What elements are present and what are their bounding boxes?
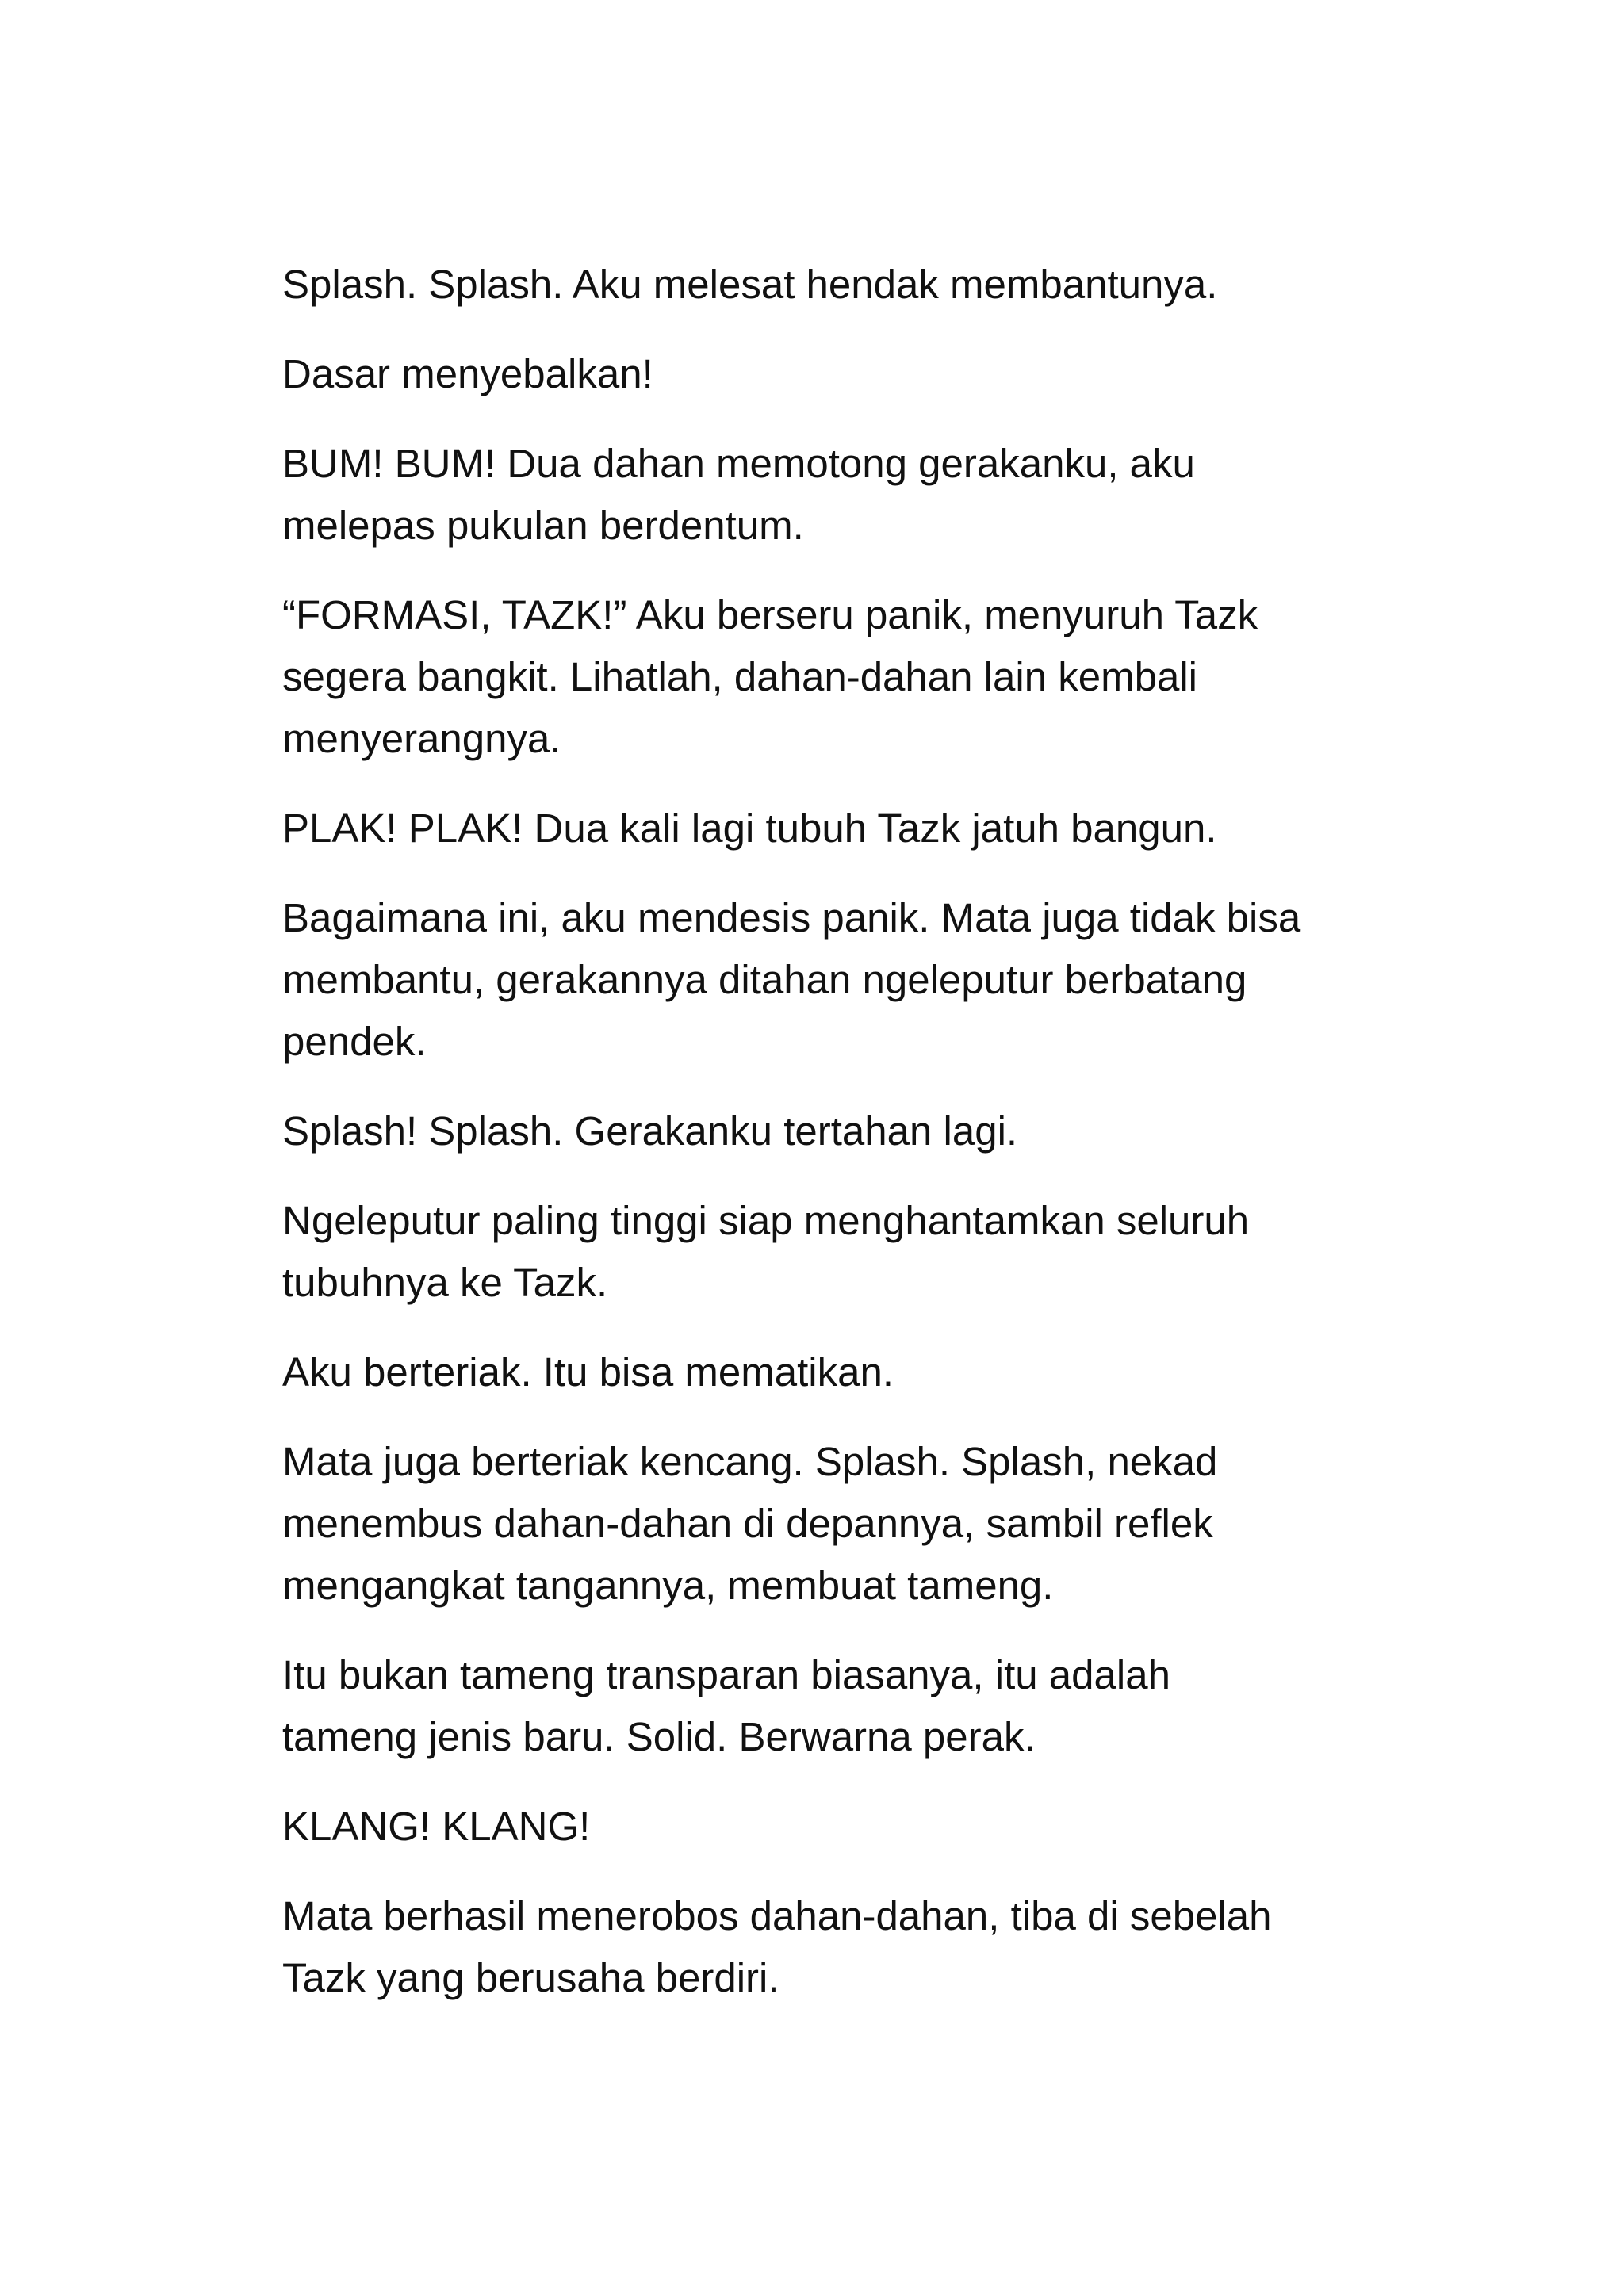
paragraph-3 — [282, 433, 1392, 557]
paragraph-9 — [282, 1341, 1392, 1403]
text-line: Ngeleputur paling tinggi siap menghantamkan seluruh — [282, 1198, 1250, 1243]
paragraph-11 — [282, 1644, 1392, 1768]
text-line: menyerangnya. — [282, 716, 561, 761]
paragraph-4 — [282, 584, 1392, 770]
text-line: Mata juga berteriak kencang. Splash. Splash, nekad — [282, 1439, 1218, 1484]
text-line: segera bangkit. Lihatlah, dahan-dahan lain kembali — [282, 654, 1197, 699]
paragraph-5 — [282, 798, 1392, 859]
text-line: Mata berhasil menerobos dahan-dahan, tiba di sebelah — [282, 1893, 1272, 1938]
text-line: PLAK! PLAK! Dua kali lagi tubuh Tazk jatuh bangun. — [282, 806, 1217, 851]
paragraph-2 — [282, 343, 1392, 405]
paragraph-12 — [282, 1796, 1392, 1858]
text-line: Dasar menyebalkan! — [282, 351, 653, 396]
story-text — [282, 254, 1392, 2037]
text-line: pendek. — [282, 1019, 427, 1064]
text-line: Bagaimana ini, aku mendesis panik. Mata juga tidak bisa — [282, 895, 1301, 940]
paragraph-13 — [282, 1885, 1392, 2009]
text-line: tameng jenis baru. Solid. Berwarna perak. — [282, 1714, 1036, 1759]
text-line: “FORMASI, TAZK!” Aku berseru panik, menyuruh Tazk — [282, 592, 1258, 637]
text-line: tubuhnya ke Tazk. — [282, 1260, 608, 1305]
paragraph-6 — [282, 887, 1392, 1073]
paragraph-8 — [282, 1190, 1392, 1314]
text-line: Itu bukan tameng transparan biasanya, itu adalah — [282, 1652, 1170, 1697]
text-line: menembus dahan-dahan di depannya, sambil reflek — [282, 1501, 1213, 1546]
text-line: mengangkat tangannya, membuat tameng. — [282, 1563, 1054, 1608]
text-line: KLANG! KLANG! — [282, 1804, 591, 1849]
paragraph-10 — [282, 1431, 1392, 1617]
text-line: Splash. Splash. Aku melesat hendak membantunya. — [282, 262, 1218, 307]
text-line: melepas pukulan berdentum. — [282, 503, 804, 548]
text-line: BUM! BUM! Dua dahan memotong gerakanku, aku — [282, 441, 1195, 486]
paragraph-1 — [282, 254, 1392, 316]
text-line: membantu, gerakannya ditahan ngeleputur berbatang — [282, 957, 1247, 1002]
text-line: Tazk yang berusaha berdiri. — [282, 1955, 779, 2000]
paragraph-7 — [282, 1100, 1392, 1162]
text-line: Splash! Splash. Gerakanku tertahan lagi. — [282, 1108, 1018, 1154]
text-line: Aku berteriak. Itu bisa mematikan. — [282, 1349, 894, 1395]
